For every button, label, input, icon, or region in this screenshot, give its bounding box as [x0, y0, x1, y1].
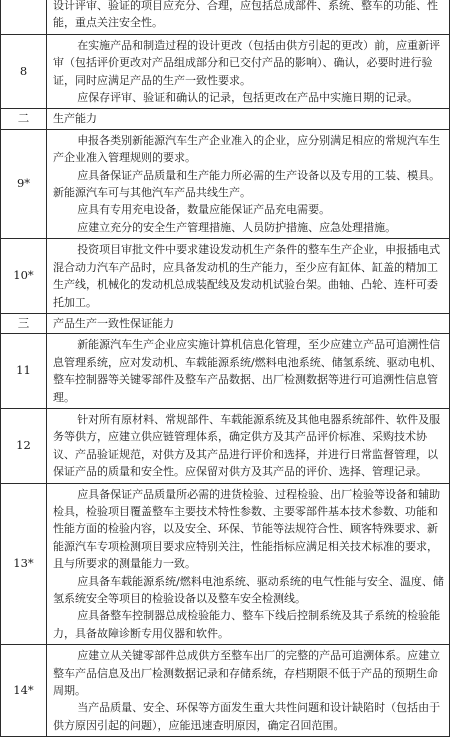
- requirement-content: [47, 408, 450, 483]
- requirement-paragraph: 新能源汽车生产企业应实施计算机信息化管理，至少应建立产品可追溯性信息管理系统，应对发动机、车载能源系统/燃料电池系统、储氢系统、驱动电机、整车控制器等关键零部件及整车产品数据、出厂检测数据等进行可追溯性信息管理。: [53, 338, 442, 404]
- section-row: [1, 313, 450, 333]
- table-row: [1, 483, 450, 645]
- row-number: 14*: [1, 645, 47, 737]
- table-row: [1, 239, 450, 314]
- requirement-paragraph: 应建立充分的安全生产管理措施、人员防护措施、应急处理措施。: [77, 220, 397, 234]
- table-row: [1, 645, 450, 737]
- requirement-content: [47, 334, 450, 409]
- table-row: [1, 129, 450, 238]
- row-number: 12: [1, 408, 47, 483]
- requirement-paragraph: 应具备整车控制器总成检验能力、整车下线后控制系统及其子系统的检验能力，具备故障诊断专用仪器和软件。: [53, 609, 441, 640]
- requirement-paragraph: 应保存评审、验证和确认的记录，包括更改在产品中实施日期的记录。: [77, 91, 419, 105]
- requirement-paragraph: 应具有专用充电设备，数量应能保证产品充电需要。: [77, 203, 331, 217]
- requirement-content: [47, 0, 450, 34]
- requirement-content: [47, 129, 450, 238]
- requirement-paragraph: 应具备车载能源系统/燃料电池系统、驱动系统的电气性能与安全、温度、储氢系统安全等项目的检验设备以及整车安全检测线。: [53, 574, 444, 605]
- requirement-paragraph: 应具备保证产品质量所必需的进货检验、过程检验、出厂检验等设备和辅助检具，检验项目覆盖整车主要技术特性参数、主要零部件基本技术参数、功能和性能方面的检验内容，以及安全、环保、节能等法规符合性、顾客特殊要求、新能源汽车专项检测项目要求应特别关注，性能指标应满足相关技术标准的要求，且与所要求的测量能力一致。: [53, 487, 441, 571]
- requirement-paragraph: 设计评审、验证的项目应充分、合理，应包括总成部件、系统、整车的功能、性能，重点关注安全性。: [53, 0, 438, 30]
- table-row: [1, 0, 450, 34]
- section-title: 产品生产一致性保证能力: [47, 313, 450, 333]
- requirement-content: [47, 645, 450, 737]
- table-row: [1, 334, 450, 409]
- requirement-paragraph: 投资项目审批文件中要求建设发动机生产条件的整车生产企业，申报插电式混合动力汽车产品时，应具备发动机的生产能力，至少应有缸体、缸盖的精加工生产线，机械化的发动机总成装配线及发动机试验台架。曲轴、凸轮、连杆可委托加工。: [53, 243, 441, 309]
- section-number: 二: [1, 109, 47, 129]
- row-number: 8: [1, 34, 47, 109]
- requirement-paragraph: 应具备保证产品质量和生产能力所必需的生产设备以及专用的工装、模具。新能源汽车可与其他汽车产品共线生产。: [53, 168, 441, 200]
- requirement-content: [47, 239, 450, 314]
- table-row: [1, 408, 450, 483]
- row-number: 13*: [1, 483, 47, 645]
- row-number: 9*: [1, 129, 47, 238]
- row-number: 10*: [1, 239, 47, 314]
- section-title: 生产能力: [47, 109, 450, 129]
- section-row: [1, 109, 450, 129]
- requirement-content: [47, 483, 450, 645]
- row-number: 11: [1, 334, 47, 409]
- section-number: 三: [1, 313, 47, 333]
- requirement-paragraph: 申报各类别新能源汽车生产企业准入的企业，应分别满足相应的常规汽车生产企业准入管理规则的要求。: [53, 133, 441, 165]
- requirement-paragraph: 应建立从关键零部件总成供方至整车出厂的完整的产品可追溯体系。应建立整车产品信息及出厂检测数据记录和存储系统，存档期限不低于产品的预期生命周期。: [53, 649, 441, 698]
- requirement-paragraph: 在实施产品和制造过程的设计更改（包括由供方引起的更改）前，应重新评审（包括评价更改对产品组成部分和已交付产品的影响）、确认，必要时进行验证，同时应满足产品的生产一致性要求。: [53, 38, 441, 87]
- table-row: [1, 34, 450, 109]
- requirement-paragraph: 针对所有原材料、常规部件、车载能源系统及其他电器系统部件、软件及服务等供方，应建立供应链管理体系，确定供方及其产品评价标准、采购技术协议、产品验证规范，对供方及其产品进行评价和选择，并进行日常监督管理，以保证产品的质量和安全性。应保留对供方及其产品的评价、选择、管理记录。: [53, 412, 441, 479]
- requirement-content: [47, 34, 450, 109]
- requirement-paragraph: 当产品质量、安全、环保等方面发生重大共性问题和设计缺陷时（包括由于供方原因引起的问题），应能迅速查明原因，确定召回范围。: [53, 701, 441, 732]
- row-number: [1, 0, 47, 34]
